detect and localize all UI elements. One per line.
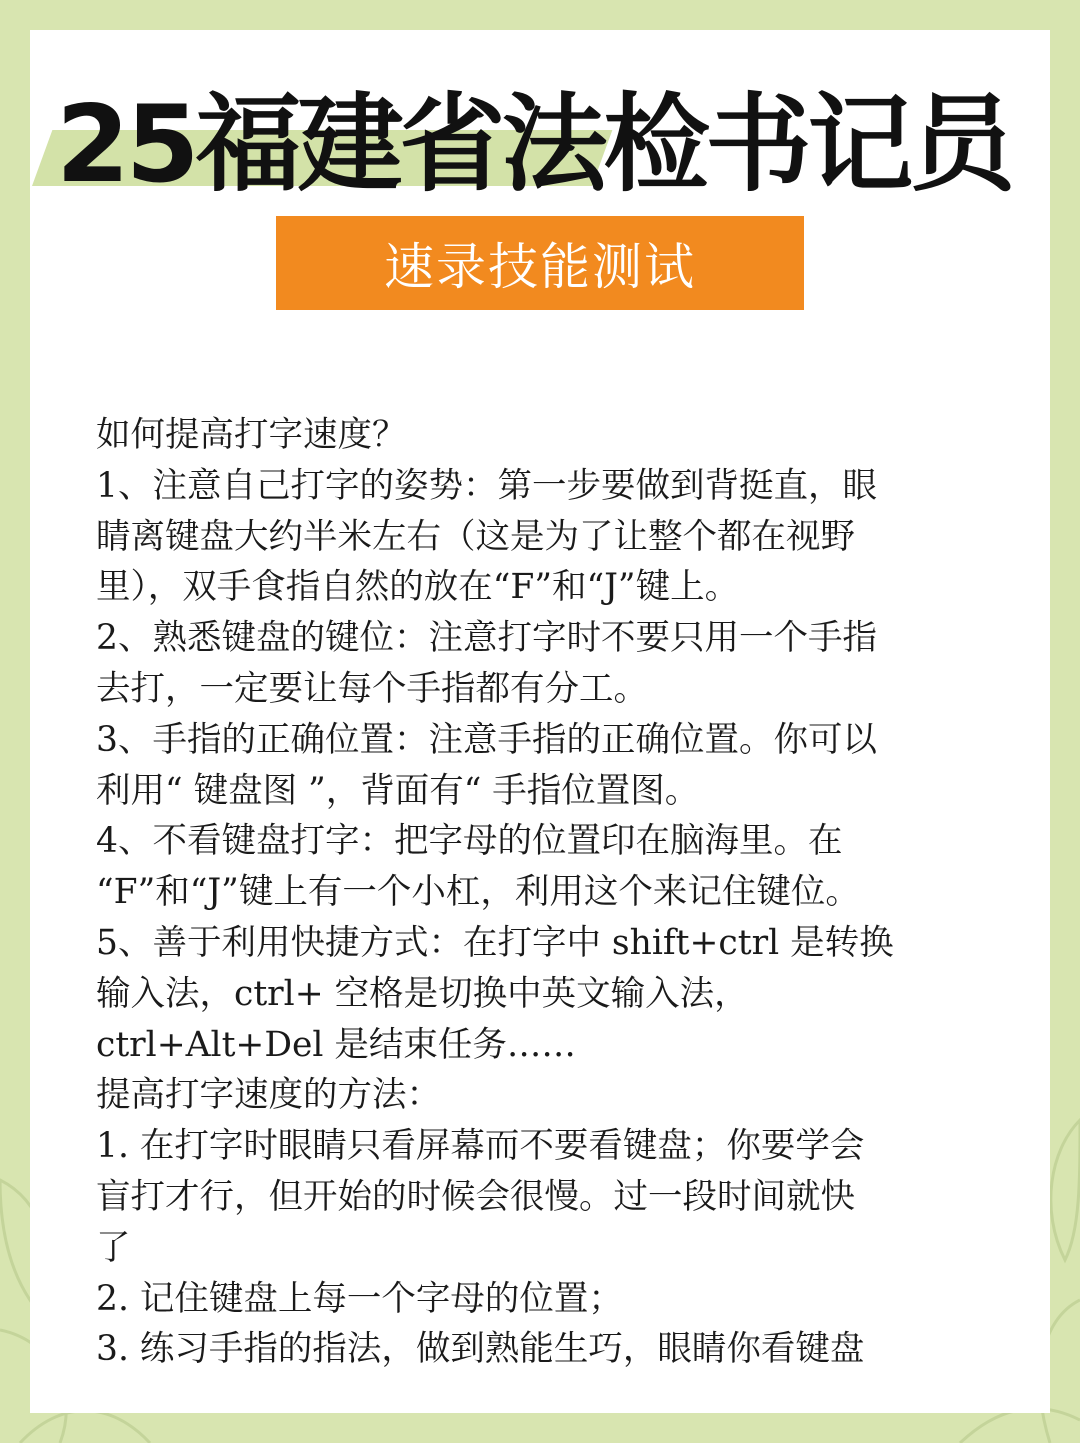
article-line: 提高打字速度的方法： [96,1075,441,1116]
article-line: 睛离键盘大约半米左右（这是为了让整个都在视野 [96,516,855,557]
article-line: “F”和“J”键上有一个小杠，利用这个来记住键位。 [96,872,860,913]
article-line: 1. 在打字时眼睛只看屏幕而不要看键盘；你要学会 [96,1126,865,1167]
article-line: 2、熟悉键盘的键位：注意打字时不要只用一个手指 [96,618,877,659]
article-line: 2. 记住键盘上每一个字母的位置； [96,1278,623,1319]
article-line: 输入法，ctrl+ 空格是切换中英文输入法， [96,973,749,1014]
content-card [30,30,1050,1413]
article-line: 3. 练习手指的指法，做到熟能生巧，眼睛你看键盘 [96,1329,865,1370]
article-body [96,410,996,1375]
subtitle-text: 速录技能测试 [384,238,696,296]
page-title: 25福建省法检书记员 [56,83,1012,206]
article-line: 5、善于利用快捷方式：在打字中 shift+ctrl 是转换 [96,922,894,963]
article-line: 了 [96,1227,131,1268]
article-line: 去打，一定要让每个手指都有分工。 [96,668,648,709]
article-line: 4、不看键盘打字：把字母的位置印在脑海里。在 [96,821,843,862]
article-line: 盲打才行，但开始的时候会很慢。过一段时间就快 [96,1176,855,1217]
article-line: 3、手指的正确位置：注意手指的正确位置。你可以 [96,719,877,760]
article-line: 如何提高打字速度？ [96,415,407,455]
article-line: 利用“ 键盘图 ”，背面有“ 手指位置图。 [96,770,700,811]
article-line: ctrl+Alt+Del 是结束任务…… [96,1024,576,1065]
article-line: 里），双手食指自然的放在“F”和“J”键上。 [96,567,740,608]
article-line: 1、注意自己打字的姿势：第一步要做到背挺直，眼 [96,465,877,506]
subtitle-banner [276,216,804,310]
